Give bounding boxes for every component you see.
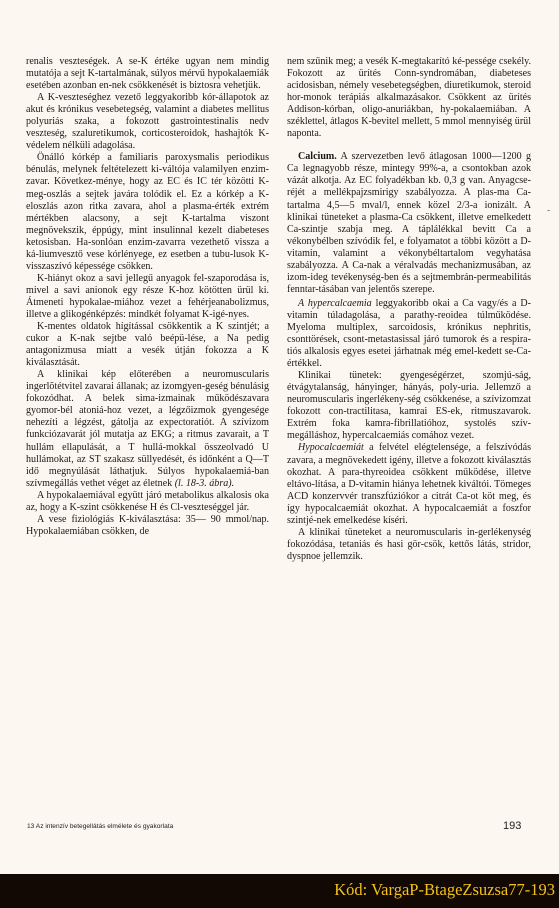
calcium-heading: Calcium. (298, 151, 337, 163)
hypercalcaemia-term: A hypercalcaemia (298, 297, 372, 309)
paragraph-renal-excretion: A vese fiziológiás K-kiválasztása: 35— 90 mmol/nap. Hypokalaemiában csökken, de (26, 513, 269, 537)
left-text-column (26, 56, 269, 538)
paragraph-hypercalcaemia (287, 298, 531, 370)
paragraph-metabolic-alkalosis: A hypokalaemiával együtt járó metabolikus alkalosis oka az, hogy a K-szint csökkenése H és Cl-veszteséggel jár. (26, 489, 269, 513)
figure-reference: (l. 18-3. ábra). (174, 477, 235, 489)
paragraph-renal-loss: renalis veszteségek. A se-K értéke ugyan nem mindig mutatója a sejt K-tartalmának, súlyos mérvű hypokalaemiák esetében azonban en-nek csökkenését is biztosra vehetjük. (26, 56, 269, 92)
hypercalcaemia-text: leggyakoribb okai a Ca vagy/és a D-vitamin túladagolása, a parathy-reoidea túlműködése. Myeloma multiplex, sarcoidosis, krónikus nephritis, csonttörések, csont-metastasissal járó tumorok és a respira-tiós alkalosis egyes esetei járhatnak még emel-kedett se-Ca-értékkel. (287, 297, 532, 370)
paragraph-hypocalcaemia (287, 442, 531, 526)
watermark-bar (0, 874, 559, 908)
paragraph-renal-saving: nem szűnik meg; a vesék K-megtakarító ké-pessége csekély. Fokozott az ürítés Conn-syndromában, diabeteses acidosisban, némely vesebetegségben, diuretikumok, steroid hor-monok terápiás alkalmazásakor. Csökkent az ürítés Addison-kórban, oligo-anuriákban, hy-pokalaemiában. A széklettel, átlagos K-bevitel mellett, 5 mmol mennyiség ürül naponta. (287, 56, 531, 140)
hypocalcaemia-term: Hypocalcaemiát (298, 442, 364, 454)
page-number: 193 (503, 820, 522, 832)
paragraph-hypercalcaemia-symptoms: Klinikai tünetek: gyengeségérzet, szomjú-ság, étvágytalanság, hányinger, hányás, poly-uria. Jellemző a neuromuscularis ingerlékeny-ség csökkenése, a szívizomzat fokozott con-tractilitasa, kamrai ES-ek, ritmuszavarok. Extrém foka kamra-fibrillatióhoz, systolés szív-megálláshoz, hypercalcaemiás comához vezet. (287, 370, 531, 442)
paragraph-k-loss-causes: A K-veszteséghez vezető leggyakoribb kór-állapotok az akut és krónikus vesebetegség, valamint a diabetes mellitus polyuriás szaka, a fokozott gastrointestinalis nedv veszteség, szaluretikumok, corticosteroidok, hashajtók K-védelem nélküli adagolása. (26, 92, 269, 152)
calcium-text: A szervezetben levő átlagosan 1000—1200 g Ca legnagyobb része, mintegy 99%-a, a csontokban azok vázát alkotja. Az EC folyadékban kb. 0,3 g van. Anyagcse-réjét a mellékpajzsmirigy szabályozza. A plas-ma Ca-tartalma 4,5—5 mval/l, ennek közel 2/3-a ionizált. A klinikai tüneteket a plasma-Ca csökkent, illetve emelkedett Ca-szintje szabja meg. A táplálékkal bevitt Ca a vékonybélben szívódik fel, e folyamatot a többi között a D-vitamin, valamint a vékonybéltartalom vegyhatása szabályozza. A Ca-nak a véralvadás mechanizmusában, az izom-ideg tevékenység-ben és a sejtmembrán-permeabilitás fenntar-tásában van jelentős szerepe. (287, 151, 531, 295)
paragraph-acid-accumulation: K-hiányt okoz a savi jellegű anyagok fel-szaporodása is, mivel a savi anionok egy része K-hoz kötötten ürül ki. Átmeneti hypokalae-miához vezet a fehérjeanabolizmus, illetve a glikogénképzés: mindkét folyamat K-igé-nyes. (26, 272, 269, 320)
margin-mark: - (547, 205, 551, 216)
paragraph-k-free-solutions: K-mentes oldatok hígítással csökkentik a K szintjét; a cukor a K-nak sejtbe való beépü-lése, a Na pedig antagonizmusa miatt a vesék útján fokozza a K kiválasztását. (26, 321, 269, 369)
clinical-picture-text: A klinikai kép előterében a neuromuscularis ingerlõtétvitel zavarai állanak; az izomgyen-geség bénulásig fokozódhat. A belek sima-izmainak működészavara gyomor-bél atoniá-hoz vezet, a légzőizmok gyengesége nehezíti a légzést, gátolja az expectoratiót. A szívizom funkciózavarát jól mutatja az EKG; a ritmus zavarait, a T hullám ellapulását, a T hullá-mokkal összeolvadó U hullámokat, az ST szakasz süllyedését, és időnként a Q—T idő megnyúlását láthatjuk. Súlyos hypokalaemiá-ban szívmegállás vethet véget az életnek (26, 369, 269, 489)
paragraph-calcium (287, 151, 531, 296)
right-text-column (287, 56, 531, 563)
chapter-footer: 13 Az intenzív betegellátás elmélete és gyakorlata (27, 823, 174, 830)
paragraph-hypocalcaemia-symptoms: A klinikai tüneteket a neuromuscularis in-gerlékenység fokozódása, tetaniás és hasi gör-csök, kettős látás, stridor, dyspnoe jellemzik. (287, 526, 531, 562)
paragraph-periodic-paralysis: Önálló kórkép a familiaris paroxysmalis periodikus bénulás, melynek feltételezett ki-váltója valamilyen enzim-zavar. Következ-ménye, hogy az EC és IC tér közötti K-meg-oszlás a sejtek javára tolódik el. Ez a kórkép a K-eloszlás azon ritka zavara, ahol a plasma-érték extrém mértékben alacsony, a sejt K-tartalma viszont megnövekszik, éppúgy, mint insulinnal kezelt diabeteses ketosisban. Ha-sonlóan enzim-zavarra vezethető vissza a ká-liumvesztő vese kórlényege, ez esetben a tubu-lusok K-visszaszívó képessége csökken. (26, 152, 269, 272)
hypocalcaemia-text: a felvétel elégtelensége, a felszívódás zavara, a megnövekedett igény, illetve a fokozott kiválasztás okozhat. A para-thyreoidea csökkent működése, illetve eltávo-lítása, a D-vitamin hiánya lehetnek kiváltói. Tömeges ACD konzervvér transzfúziókor a citrát Ca-ot köt meg, és így hypocalcaemiát okozhat. A hypocalcaemiát a foszfor szintjé-nek emelkedése kíséri. (287, 442, 532, 526)
paragraph-clinical-picture (26, 369, 269, 489)
watermark-code: Kód: VargaP-BtageZsuzsa77-193 (334, 880, 555, 899)
